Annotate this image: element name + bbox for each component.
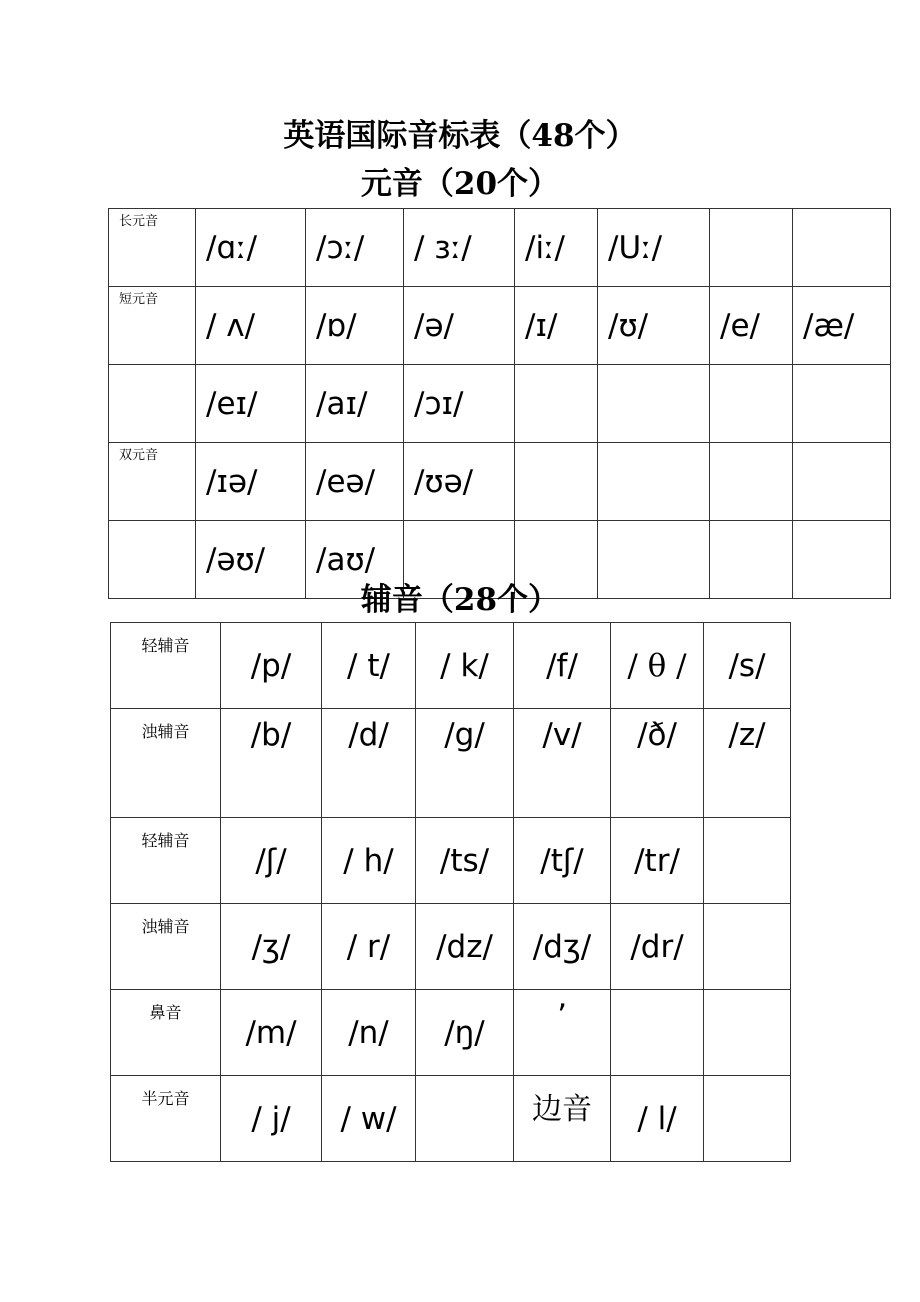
phonetic-symbol: ’ xyxy=(514,990,611,1076)
phonetic-symbol: /dr/ xyxy=(611,904,704,990)
phonetic-symbol xyxy=(793,209,891,287)
row-label: 鼻音 xyxy=(111,990,221,1076)
vowel-table xyxy=(108,208,891,599)
phonetic-symbol xyxy=(710,209,793,287)
consonant-row xyxy=(111,623,791,709)
phonetic-symbol: /ŋ/ xyxy=(416,990,514,1076)
consonant-row xyxy=(111,904,791,990)
phonetic-symbol xyxy=(704,904,791,990)
phonetic-symbol: /eə/ xyxy=(306,443,404,521)
phonetic-symbol: /əʊ/ xyxy=(196,521,306,599)
phonetic-symbol: /dz/ xyxy=(416,904,514,990)
phonetic-symbol: / t/ xyxy=(322,623,416,709)
phonetic-symbol: / r/ xyxy=(322,904,416,990)
consonants-heading: 辅音（28个） xyxy=(360,582,560,618)
phonetic-symbol xyxy=(416,1076,514,1162)
phonetic-symbol xyxy=(704,818,791,904)
phonetic-symbol: /n/ xyxy=(322,990,416,1076)
phonetic-symbol: /p/ xyxy=(221,623,322,709)
row-label: 浊辅音 xyxy=(111,904,221,990)
phonetic-symbol xyxy=(598,365,710,443)
phonetic-symbol: /tʃ/ xyxy=(514,818,611,904)
phonetic-symbol: / ɜː/ xyxy=(404,209,515,287)
phonetic-symbol xyxy=(793,365,891,443)
phonetic-symbol xyxy=(710,365,793,443)
vowel-row xyxy=(109,209,891,287)
row-label: 轻辅音 xyxy=(111,818,221,904)
phonetic-symbol xyxy=(704,1076,791,1162)
row-label: 半元音 xyxy=(111,1076,221,1162)
row-label: 短元音 xyxy=(109,287,196,365)
vowel-row xyxy=(109,287,891,365)
phonetic-symbol: /ʊə/ xyxy=(404,443,515,521)
phonetic-symbol: /z/ xyxy=(704,709,791,818)
phonetic-symbol: /aʊ/ xyxy=(306,521,404,599)
phonetic-symbol: /v/ xyxy=(514,709,611,818)
row-label: 长元音 xyxy=(109,209,196,287)
phonetic-symbol: /eɪ/ xyxy=(196,365,306,443)
vowel-row xyxy=(109,443,891,521)
phonetic-symbol: /f/ xyxy=(514,623,611,709)
phonetic-symbol: /æ/ xyxy=(793,287,891,365)
vowels-heading: 元音（20个） xyxy=(360,166,560,202)
phonetic-symbol: /tr/ xyxy=(611,818,704,904)
phonetic-symbol xyxy=(515,365,598,443)
phonetic-symbol: / θ / xyxy=(611,623,704,709)
phonetic-symbol: /b/ xyxy=(221,709,322,818)
phonetic-symbol: / ʌ/ xyxy=(196,287,306,365)
phonetic-symbol: /ʃ/ xyxy=(221,818,322,904)
row-label: 双元音 xyxy=(109,443,196,521)
phonetic-symbol xyxy=(710,443,793,521)
row-label: 浊辅音 xyxy=(111,709,221,818)
phonetic-symbol xyxy=(793,443,891,521)
phonetic-symbol: / h/ xyxy=(322,818,416,904)
phonetic-symbol: /ɒ/ xyxy=(306,287,404,365)
phonetic-symbol: /ɪ/ xyxy=(515,287,598,365)
phonetic-symbol: /dʒ/ xyxy=(514,904,611,990)
phonetic-symbol: /d/ xyxy=(322,709,416,818)
consonant-row xyxy=(111,990,791,1076)
phonetic-symbol: /ʊ/ xyxy=(598,287,710,365)
phonetic-symbol: /m/ xyxy=(221,990,322,1076)
phonetic-symbol: /ə/ xyxy=(404,287,515,365)
phonetic-symbol: /ɑː/ xyxy=(196,209,306,287)
phonetic-symbol: /ɪə/ xyxy=(196,443,306,521)
consonant-table xyxy=(110,622,791,1162)
phonetic-symbol xyxy=(598,443,710,521)
phonetic-symbol: /ʒ/ xyxy=(221,904,322,990)
row-label: 轻辅音 xyxy=(111,623,221,709)
phonetic-symbol: /aɪ/ xyxy=(306,365,404,443)
phonetic-symbol: / j/ xyxy=(221,1076,322,1162)
phonetic-symbol: /ð/ xyxy=(611,709,704,818)
phonetic-symbol: /e/ xyxy=(710,287,793,365)
phonetic-symbol: /iː/ xyxy=(515,209,598,287)
phonetic-symbol: /ɔː/ xyxy=(306,209,404,287)
phonetic-symbol: /ts/ xyxy=(416,818,514,904)
page-title: 英语国际音标表（48个） xyxy=(283,118,637,154)
phonetic-symbol xyxy=(611,990,704,1076)
phonetic-symbol: /g/ xyxy=(416,709,514,818)
phonetic-symbol xyxy=(704,990,791,1076)
phonetic-symbol: /s/ xyxy=(704,623,791,709)
row-label xyxy=(109,365,196,443)
phonetic-symbol: /ɔɪ/ xyxy=(404,365,515,443)
phonetic-symbol xyxy=(515,443,598,521)
phonetic-symbol: / k/ xyxy=(416,623,514,709)
phonetic-symbol: /Uː/ xyxy=(598,209,710,287)
consonant-row xyxy=(111,709,791,818)
phonetic-symbol: / w/ xyxy=(322,1076,416,1162)
consonant-row xyxy=(111,1076,791,1162)
consonant-row xyxy=(111,818,791,904)
lateral-label: 边音 xyxy=(514,1076,611,1162)
phonetic-symbol: / l/ xyxy=(611,1076,704,1162)
vowel-row xyxy=(109,365,891,443)
